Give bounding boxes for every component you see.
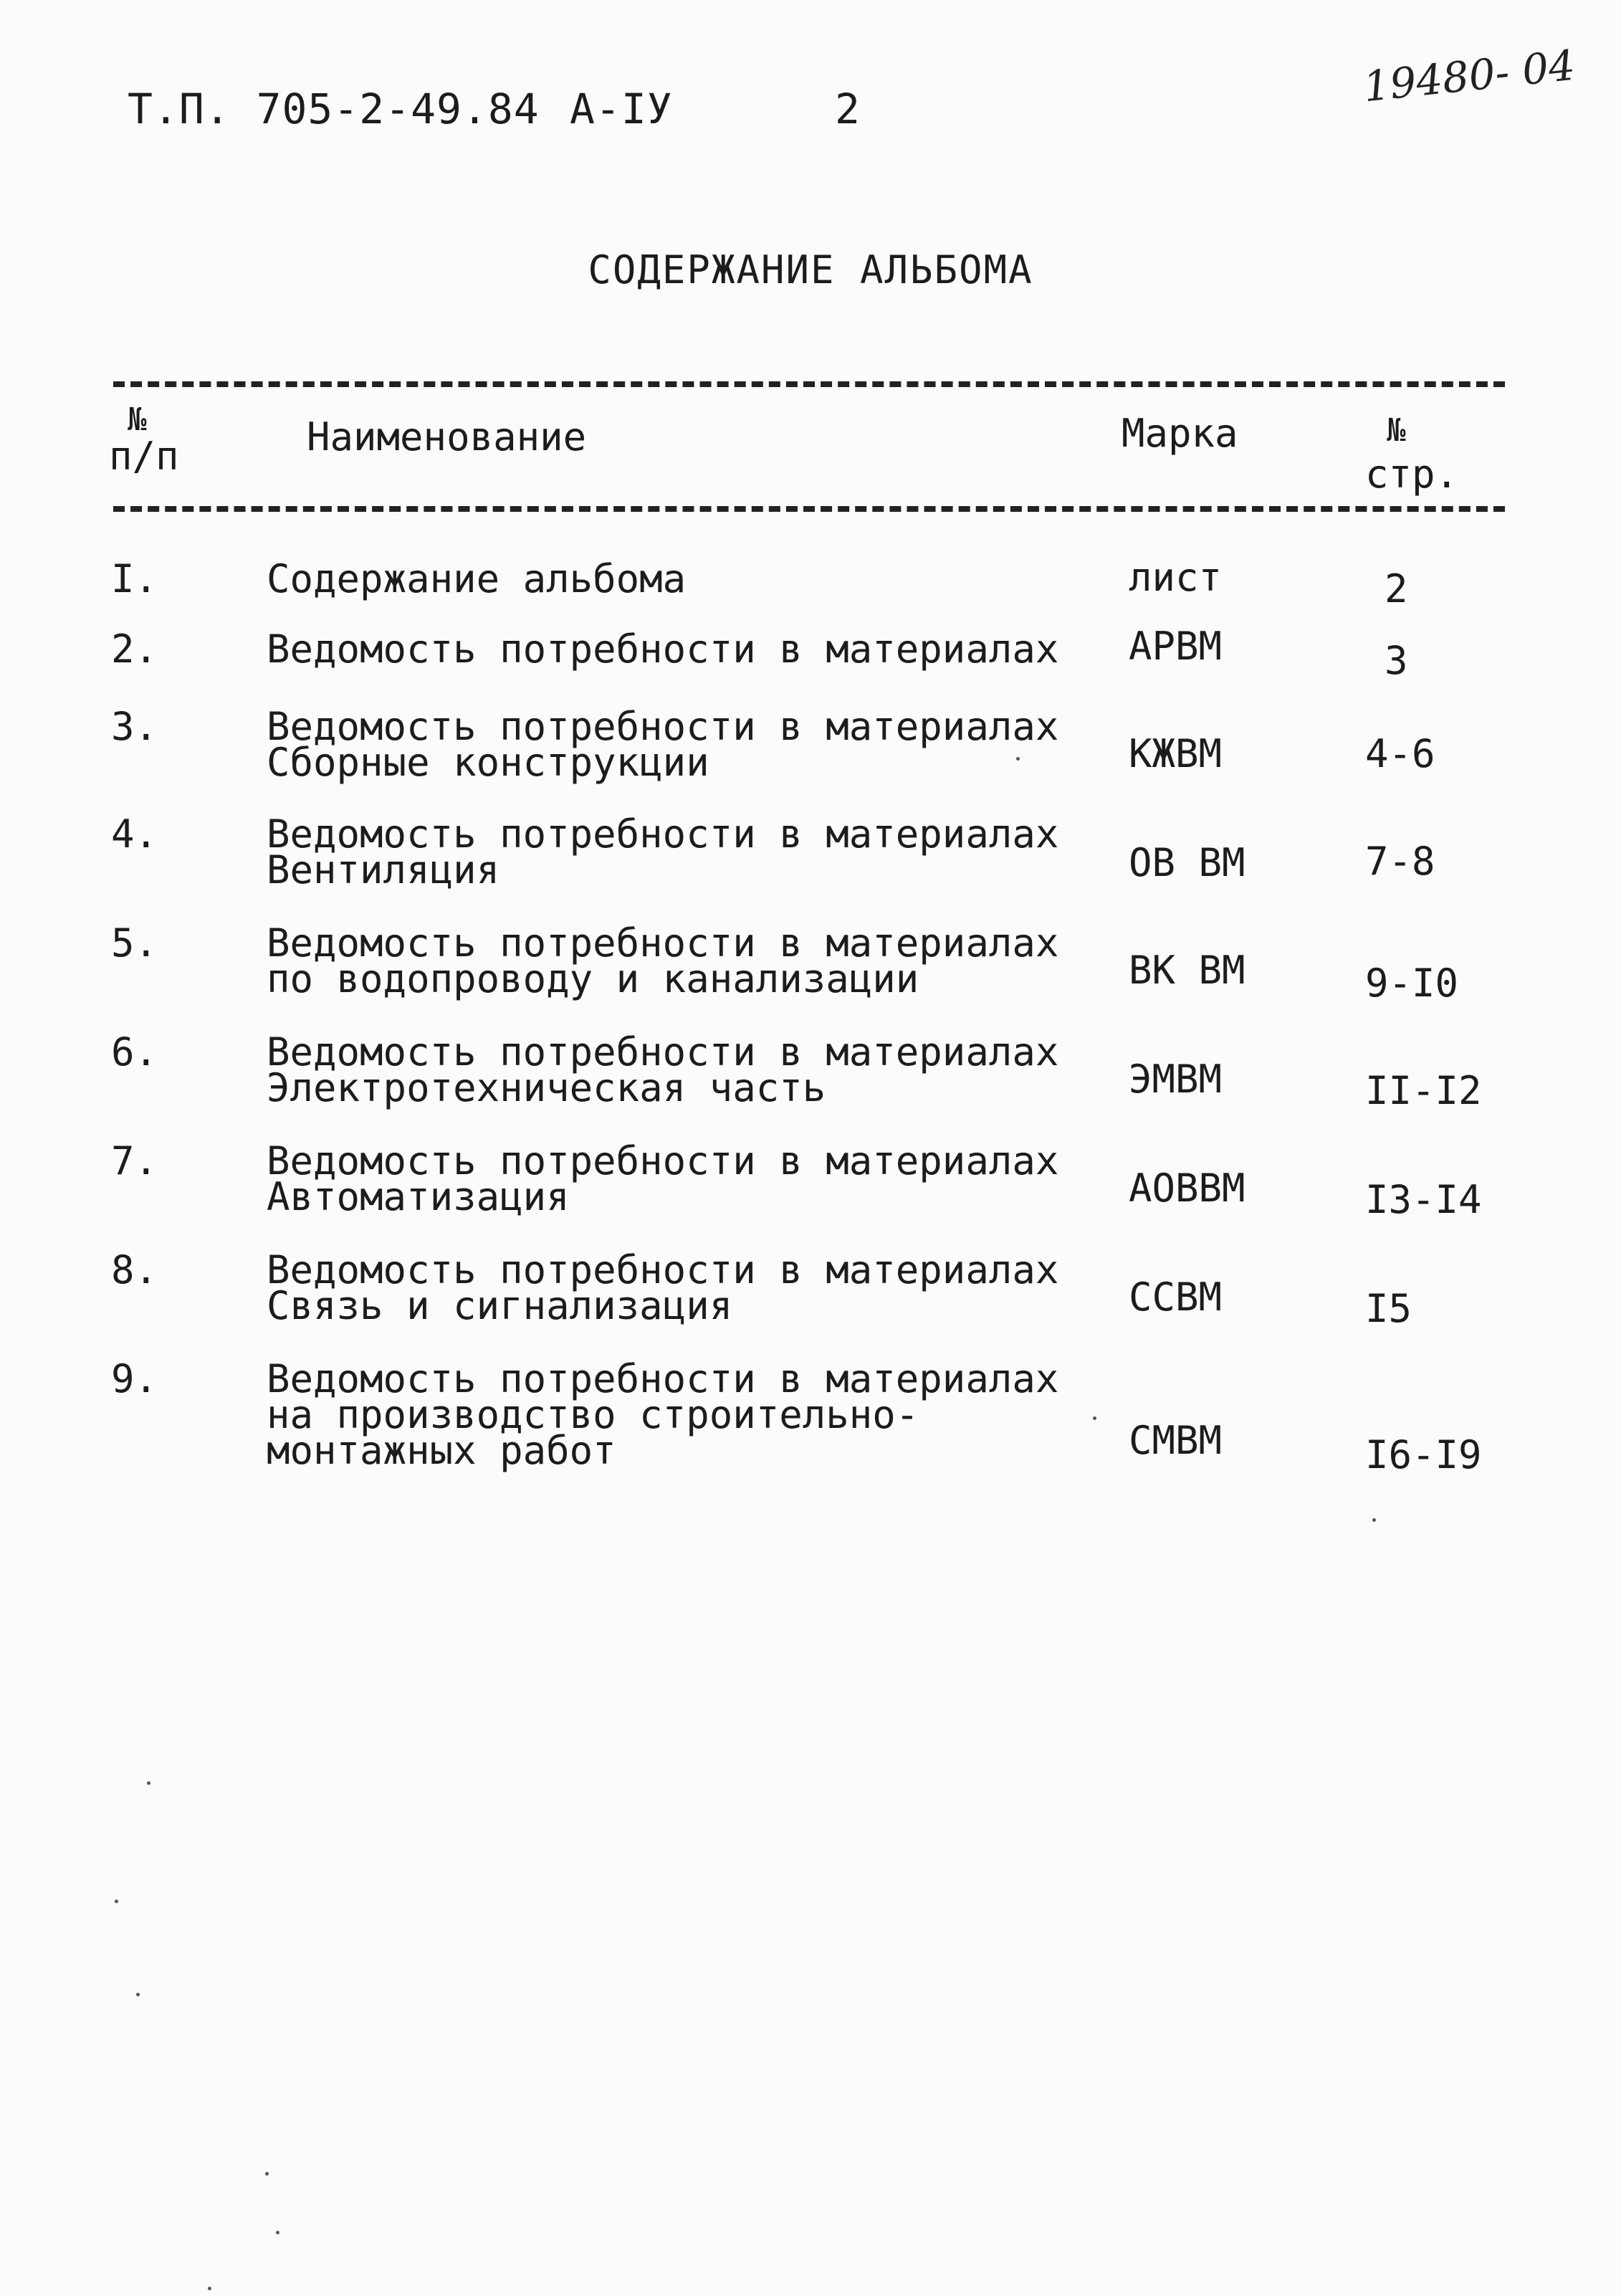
row-pages: 4-6 [1365,731,1435,776]
row-mark: АРВМ [1129,624,1223,669]
row-name-line: Ведомость потребности в материалах [267,704,1059,749]
album-code: А-IУ [570,85,673,133]
col-page-symbol: № [1387,412,1406,449]
row-mark: АОВВМ [1129,1166,1245,1211]
col-num-symbol: № [128,401,147,438]
row-pages: 9-I0 [1365,961,1459,1006]
row-name-line: Сборные конструкции [267,740,709,785]
row-number: 3. [111,704,158,749]
row-name-line: Электротехническая часть [267,1065,826,1110]
col-num-label: п/п [109,434,179,479]
row-pages: 2 [1385,566,1408,611]
table-top-divider [113,381,1505,387]
row-name-line: по водопроводу и канализации [267,956,919,1001]
row-number: 9. [111,1356,158,1401]
row-name-line: на производство строительно- [267,1392,919,1437]
row-name-line: Автоматизация [267,1174,570,1219]
row-pages: 3 [1385,638,1408,683]
handwritten-inventory-number: 19480- 04 [1361,40,1578,112]
row-pages: I6-I9 [1365,1432,1482,1477]
row-name-line: Ведомость потребности в материалах [267,1356,1059,1401]
row-mark: ОВ ВМ [1129,840,1245,885]
row-name-line: Связь и сигнализация [267,1283,733,1328]
row-number: 7. [111,1138,158,1183]
row-name-line: Ведомость потребности в материалах [267,1247,1059,1292]
row-pages: II-I2 [1365,1068,1482,1113]
row-mark: СМВМ [1129,1418,1223,1463]
scan-speck [276,2231,279,2234]
table-header-divider [113,506,1505,512]
scan-speck [115,1900,118,1903]
row-pages: I3-I4 [1365,1177,1482,1222]
row-mark: ВК ВМ [1129,948,1245,993]
page-title: СОДЕРЖАНИЕ АЛЬБОМА [588,247,1033,292]
row-number: I. [111,556,158,601]
row-mark: ЭМВМ [1129,1057,1223,1102]
row-mark: КЖВМ [1129,731,1223,776]
col-page-label: стр. [1365,452,1459,497]
row-number: 8. [111,1247,158,1292]
scan-speck [1016,757,1020,761]
row-name-line: Ведомость потребности в материалах [267,1138,1059,1183]
row-name-line: Ведомость потребности в материалах [267,627,1059,672]
row-mark: ССВМ [1129,1275,1223,1320]
row-name-line: монтажных работ [267,1428,616,1473]
row-pages: I5 [1365,1286,1412,1331]
row-number: 2. [111,627,158,672]
scan-speck [147,1781,150,1785]
scan-speck [265,2172,269,2176]
col-mark-header: Марка [1122,411,1238,456]
page-number: 2 [835,85,861,133]
row-number: 4. [111,811,158,857]
scan-speck [1372,1518,1376,1522]
project-code: Т.П. 705-2-49.84 [128,85,540,133]
row-name-line: Ведомость потребности в материалах [267,920,1059,966]
row-pages: 7-8 [1365,839,1435,884]
scan-speck [1093,1416,1096,1420]
row-number: 6. [111,1029,158,1075]
row-name-line: Ведомость потребности в материалах [267,811,1059,857]
row-number: 5. [111,920,158,966]
col-name-header: Наименование [307,414,587,459]
scan-speck [208,2287,211,2290]
row-name-line: Ведомость потребности в материалах [267,1029,1059,1075]
scan-speck [136,1993,140,1996]
row-name-line: Содержание альбома [267,556,687,601]
row-name-line: Вентиляция [267,847,500,892]
row-mark: лист [1129,555,1223,600]
